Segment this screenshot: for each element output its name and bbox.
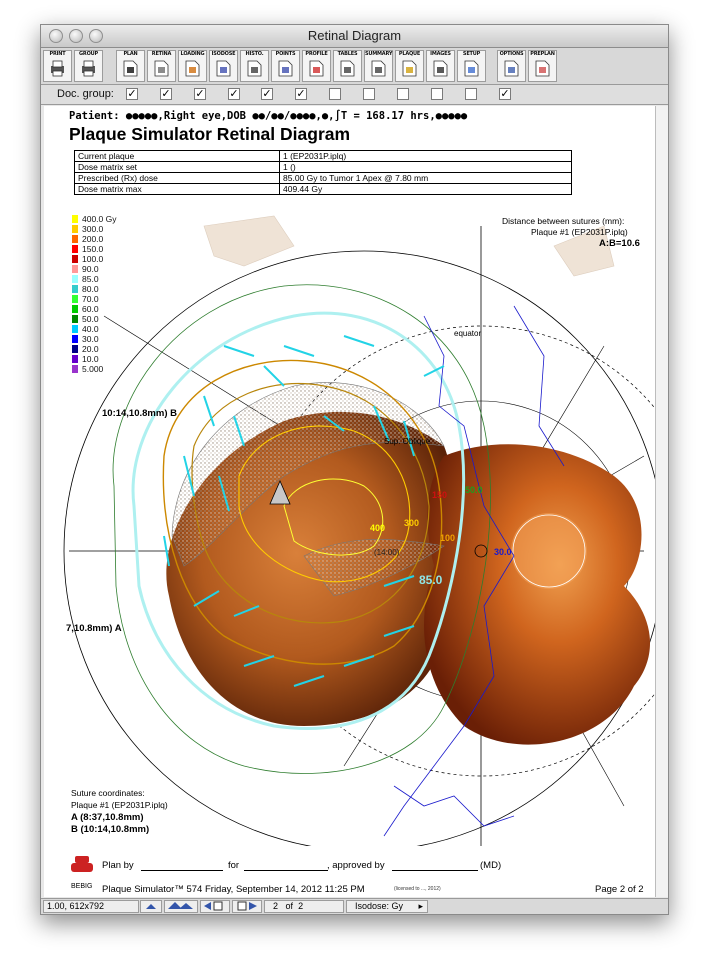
document-page (44, 106, 655, 897)
next-page-icon (235, 901, 259, 911)
md-label: (MD) (480, 860, 502, 871)
page-current: 2 (273, 901, 279, 911)
toolbar-button-tables[interactable] (333, 50, 362, 82)
toolbar-button-print[interactable] (43, 50, 72, 82)
status-bar (41, 898, 668, 915)
legend-value: 400.0 Gy (82, 214, 117, 224)
toolbar-button-label: SETUP (462, 51, 481, 57)
fovea-highlight (511, 513, 587, 589)
legend-value: 10.0 (82, 354, 99, 364)
tables-doc-icon (340, 60, 355, 77)
doc-group-label: Doc. group: (57, 88, 114, 100)
doc-group-checkbox[interactable]: ✓ (296, 88, 306, 100)
legend-value: 5.000 (82, 364, 104, 374)
approved-by-line (392, 870, 478, 871)
page-number: Page 2 of 2 (595, 884, 644, 895)
legend-swatch (72, 215, 78, 223)
suture-a-clock-label: 7,10.8mm) A (66, 623, 122, 634)
legend-value: 60.0 (82, 304, 99, 314)
plan-by-label: Plan by (102, 860, 134, 871)
toolbar-button-label: PRINT (49, 51, 66, 57)
fundus-photo-right (424, 444, 650, 744)
points-doc-icon (278, 60, 293, 77)
iso-400-label: 400 (370, 523, 386, 533)
toolbar-button-label: TABLES (337, 51, 358, 57)
toolbar-button-images[interactable] (426, 50, 455, 82)
retinal-diagram (44, 206, 655, 846)
info-label: Prescribed (Rx) dose (75, 173, 280, 184)
vertical-scrollbar[interactable] (655, 106, 669, 897)
iso-150-label: 150 (432, 490, 448, 500)
toolbar-button-label: PLAQUE (398, 51, 421, 57)
toolbar-button-group[interactable] (74, 50, 103, 82)
for-line (244, 870, 328, 871)
toolbar-button-label: PREPLAN (530, 51, 555, 57)
toolbar-button-label: PLAN (123, 51, 138, 57)
toolbar-button-label: RETINA (151, 51, 172, 57)
legend-swatch (72, 345, 78, 353)
suture-coords-plaque: Plaque #1 (EP2031P.iplq) (71, 800, 168, 810)
suture-distance-plaque: Plaque #1 (EP2031P.iplq) (531, 227, 628, 237)
legend-value: 200.0 (82, 234, 104, 244)
page-of: of (285, 901, 294, 911)
toolbar-button-plaque[interactable] (395, 50, 424, 82)
iso-30-label: 30.0 (494, 547, 512, 557)
legend-value: 40.0 (82, 324, 99, 334)
info-table-row (75, 184, 572, 195)
toolbar-button-loading[interactable] (178, 50, 207, 82)
toolbar-button-histo[interactable] (240, 50, 269, 82)
toolbar-button-label: SUMMARY (365, 51, 393, 57)
bebig-logo-text: BEBIG (71, 883, 93, 890)
loading-doc-icon (185, 60, 200, 77)
iso-50-label: 50.0 (465, 485, 483, 495)
suture-b-clock-label: 10:14,10.8mm) B (102, 408, 177, 419)
plan-by-line (141, 870, 223, 871)
toolbar-button-label: POINTS (275, 51, 296, 57)
toolbar-button-label: HISTO. (245, 51, 264, 57)
toolbar (41, 48, 668, 85)
options-doc-icon (504, 60, 519, 77)
toolbar-button-summary[interactable] (364, 50, 393, 82)
retina-doc-icon (154, 60, 169, 77)
suture-distance-value: A:B=10.6 (599, 238, 640, 249)
legend-swatch (72, 265, 78, 273)
legend-value: 30.0 (82, 334, 99, 344)
legend-swatch (72, 245, 78, 253)
profile-doc-icon (309, 60, 324, 77)
equator-label: equator (454, 329, 482, 338)
doc-group-bar (41, 85, 668, 105)
setup-doc-icon (464, 60, 479, 77)
legend-value: 70.0 (82, 294, 99, 304)
group-print-icon (81, 60, 96, 77)
sup-oblique-label: Sup. Oblique (384, 437, 431, 446)
document-footer (44, 836, 655, 896)
legend-value: 80.0 (82, 284, 99, 294)
summary-doc-icon (371, 60, 386, 77)
info-table-row (75, 162, 572, 173)
legend-swatch (72, 255, 78, 263)
small-mountain-icon (144, 901, 158, 910)
approved-by-label: , approved by (327, 860, 385, 871)
toolbar-button-options[interactable] (497, 50, 526, 82)
for-label: for (228, 860, 240, 871)
info-label: Current plaque (75, 151, 280, 162)
large-mountain-icon (167, 901, 195, 910)
iso-100-label: 100 (440, 533, 456, 543)
isodose-units-label: Isodose: Gy (355, 901, 404, 911)
legend-swatch (72, 325, 78, 333)
suture-distance-heading: Distance between sutures (mm): (502, 216, 625, 226)
previous-page-icon (203, 901, 227, 911)
zoom-out-button[interactable] (140, 900, 162, 913)
legend-swatch (72, 295, 78, 303)
zoom-in-button[interactable] (164, 900, 198, 913)
window-title: Retinal Diagram (307, 28, 402, 43)
info-value: 85.00 Gy to Tumor 1 Apex @ 7.80 mm (280, 173, 572, 184)
info-table-row (75, 173, 572, 184)
legend-value: 100.0 (82, 254, 104, 264)
bebig-logo-icon (71, 856, 93, 882)
preplan-doc-icon (535, 60, 550, 77)
license-text: (licensed to ..., 2012) (394, 886, 441, 892)
legend-swatch (72, 365, 78, 373)
toolbar-button-label: OPTIONS (499, 51, 524, 57)
center-clock-label: (14:00) (374, 548, 400, 557)
legend-value: 150.0 (82, 244, 104, 254)
suture-coord-a: A (8:37,10.8mm) (71, 812, 144, 823)
legend-swatch (72, 335, 78, 343)
info-value: 409.44 Gy (280, 184, 572, 195)
legend-swatch (72, 235, 78, 243)
info-label: Dose matrix max (75, 184, 280, 195)
info-table-row (75, 151, 572, 162)
plaque-doc-icon (402, 60, 417, 77)
legend-swatch (72, 315, 78, 323)
plaque-info-table (74, 150, 572, 195)
next-page-button[interactable] (232, 900, 262, 913)
toolbar-button-label: GROUP (79, 51, 98, 57)
doc-group-checkbox[interactable]: ✓ (262, 88, 272, 100)
isodose-units-popup[interactable] (346, 900, 428, 913)
printer-icon (50, 60, 65, 77)
toolbar-button-preplan[interactable] (528, 50, 557, 82)
app-info-line: Plaque Simulator™ 574 Friday, September 14, 2012 11:25 PM (102, 884, 365, 895)
legend-swatch (72, 305, 78, 313)
legend-value: 20.0 (82, 344, 99, 354)
doc-group-checkbox[interactable]: ✓ (127, 88, 137, 100)
toolbar-button-label: LOADING (180, 51, 205, 57)
doc-group-checkbox[interactable] (397, 88, 409, 100)
page-total: 2 (298, 901, 304, 911)
legend-swatch (72, 225, 78, 233)
toolbar-button-retina[interactable] (147, 50, 176, 82)
doc-group-checkbox[interactable]: ✓ (161, 88, 171, 100)
doc-group-checkbox[interactable]: ✓ (195, 88, 205, 100)
title-bar[interactable] (41, 25, 668, 48)
doc-group-checkbox[interactable] (431, 88, 443, 100)
iso-300-label: 300 (404, 518, 420, 528)
legend-value: 300.0 (82, 224, 104, 234)
plan-doc-icon (123, 60, 138, 77)
patient-line: Patient: ●●●●●,Right eye,DOB ●●/●●/●●●●,●,∫T = 168.17 hrs,●●●●● (69, 110, 468, 122)
legend-value: 90.0 (82, 264, 99, 274)
iso-85-label: 85.0 (419, 573, 443, 587)
legend-swatch (72, 275, 78, 283)
legend-swatch (72, 285, 78, 293)
histogram-doc-icon (247, 60, 262, 77)
background-vessel-shape (204, 216, 294, 266)
toolbar-button-label: IMAGES (430, 51, 451, 57)
legend-value: 50.0 (82, 314, 99, 324)
previous-page-button[interactable] (200, 900, 230, 913)
toolbar-button-points[interactable] (271, 50, 300, 82)
toolbar-button-isodose[interactable] (209, 50, 238, 82)
doc-group-checkbox[interactable] (329, 88, 341, 100)
doc-group-checkbox[interactable] (465, 88, 477, 100)
zoom-readout: 1.00, 612x792 (43, 900, 139, 913)
document-title: Plaque Simulator Retinal Diagram (69, 124, 351, 144)
toolbar-button-profile[interactable] (302, 50, 331, 82)
doc-group-checkbox[interactable]: ✓ (500, 88, 510, 100)
info-label: Dose matrix set (75, 162, 280, 173)
suture-coords-heading: Suture coordinates: (71, 788, 145, 798)
toolbar-button-plan[interactable] (116, 50, 145, 82)
retinal-diagram-window (40, 24, 669, 915)
toolbar-button-label: ISODOSE (211, 51, 236, 57)
suture-coord-b: B (10:14,10.8mm) (71, 824, 150, 835)
legend-value: 85.0 (82, 274, 99, 284)
info-value: 1 () (280, 162, 572, 173)
doc-group-checkbox[interactable] (363, 88, 375, 100)
popup-arrow-icon: ▸ (418, 901, 423, 911)
toolbar-button-label: PROFILE (305, 51, 328, 57)
info-value: 1 (EP2031P.iplq) (280, 151, 572, 162)
toolbar-button-setup[interactable] (457, 50, 486, 82)
isodose-doc-icon (216, 60, 231, 77)
doc-group-checkbox[interactable]: ✓ (229, 88, 239, 100)
images-doc-icon (433, 60, 448, 77)
page-indicator[interactable] (264, 900, 344, 913)
legend-swatch (72, 355, 78, 363)
